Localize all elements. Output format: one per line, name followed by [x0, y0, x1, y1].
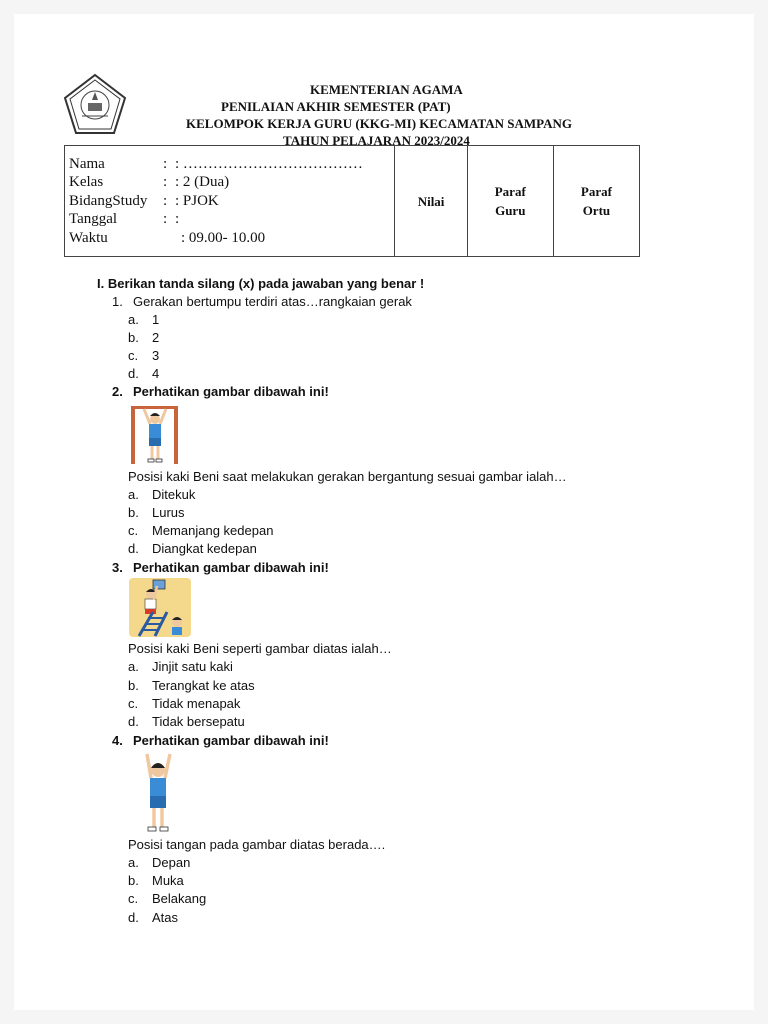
field-nama: Nama : : ………………………………: [69, 155, 363, 172]
question-3: 3. Perhatikan gambar dibawah ini!: [112, 560, 329, 575]
field-bidang-study: BidangStudy : : PJOK: [69, 192, 219, 209]
ladder-climbing-illustration: [129, 578, 191, 637]
q3-prompt: Posisi kaki Beni seperti gambar diatas ialah…: [128, 641, 392, 656]
q4-option-a[interactable]: a. Depan: [128, 855, 191, 870]
field-waktu: Waktu : 09.00- 10.00: [69, 229, 266, 246]
identity-table: [64, 145, 640, 257]
kemenag-logo: [62, 72, 128, 138]
q2-option-a[interactable]: a. Ditekuk: [128, 487, 196, 502]
q1-option-b[interactable]: b. 2: [128, 330, 160, 345]
paraf-guru-cell: Paraf Guru: [467, 146, 553, 257]
q4-option-d[interactable]: d. Atas: [128, 910, 179, 925]
question-1: 1. Gerakan bertumpu terdiri atas…rangkaian gerak: [112, 294, 412, 309]
q4-option-b[interactable]: b. Muka: [128, 873, 184, 888]
year-label: TAHUN PELAJARAN: [283, 133, 411, 148]
q1-option-d[interactable]: d. 4: [128, 366, 160, 381]
identity-fields: [65, 146, 395, 257]
q2-option-b[interactable]: b. Lurus: [128, 505, 185, 520]
field-kelas: Kelas : : 2 (Dua): [69, 174, 230, 191]
question-4: 4. Perhatikan gambar dibawah ini!: [112, 733, 329, 748]
q2-option-c[interactable]: c. Memanjang kedepan: [128, 523, 274, 538]
header-kkg: KELOMPOK KERJA GURU (KKG-MI) KECAMATAN SAMPANG: [186, 116, 573, 131]
arms-raised-illustration: [138, 752, 178, 834]
field-tanggal: Tanggal : :: [69, 211, 180, 228]
year-value: 2023/2024: [414, 133, 470, 148]
instruction: I. Berikan tanda silang (x) pada jawaban yang benar !: [97, 276, 425, 291]
q2-option-d[interactable]: d. Diangkat kedepan: [128, 541, 257, 556]
q4-option-c[interactable]: c. Belakang: [128, 891, 207, 906]
q3-option-d[interactable]: d. Tidak bersepatu: [128, 714, 245, 729]
header-ministry: KEMENTERIAN AGAMA: [310, 82, 463, 97]
q4-prompt: Posisi tangan pada gambar diatas berada….: [128, 837, 386, 852]
hanging-bar-illustration: [128, 404, 182, 466]
q3-option-c[interactable]: c. Tidak menapak: [128, 696, 241, 711]
header-exam: PENILAIAN AKHIR SEMESTER (PAT): [221, 99, 451, 114]
q1-option-c[interactable]: c. 3: [128, 348, 160, 363]
q1-option-a[interactable]: a. 1: [128, 312, 160, 327]
paraf-ortu-cell: Paraf Ortu: [553, 146, 639, 257]
nilai-cell: Nilai: [395, 146, 467, 257]
q3-option-b[interactable]: b. Terangkat ke atas: [128, 678, 255, 693]
q2-prompt: Posisi kaki Beni saat melakukan gerakan bergantung sesuai gambar ialah…: [128, 469, 567, 484]
q3-option-a[interactable]: a. Jinjit satu kaki: [128, 659, 233, 674]
question-2: 2. Perhatikan gambar dibawah ini!: [112, 384, 329, 399]
